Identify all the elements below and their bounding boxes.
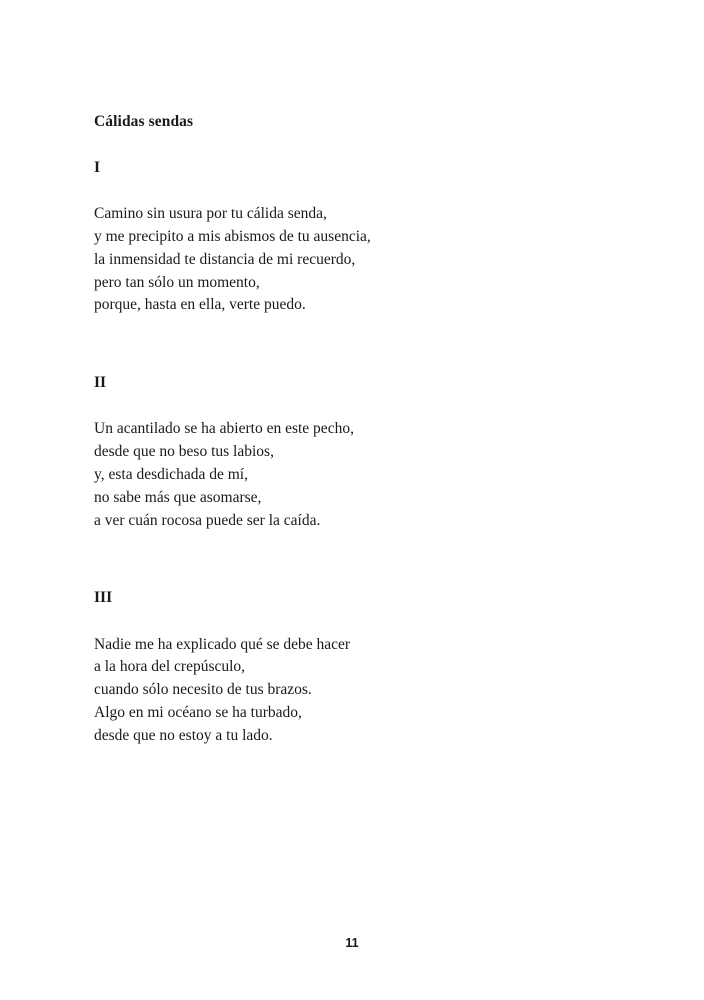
spacer [94,132,614,158]
poem-body [94,112,614,748]
verse-line: a la hora del crepúsculo, [94,658,246,676]
verse-line: y me precipito a mis abismos de tu ausencia, [94,228,371,246]
verse-line: Camino sin usura por tu cálida senda, [94,205,327,223]
verse-line: Algo en mi océano se ha turbado, [94,703,302,721]
verse-line: porque, hasta en ella, verte puedo. [94,296,306,314]
section-numeral: II [94,374,107,392]
verse-line: cuando sólo necesito de tus brazos. [94,681,312,699]
page-title: Cálidas sendas [94,113,194,130]
poem-section-2 [94,373,614,532]
verse-line: desde que no estoy a tu lado. [94,726,273,744]
stanza [94,634,614,748]
spacer [94,532,614,588]
stanza [94,203,614,317]
section-numeral: I [94,159,101,177]
verse-line: no sabe más que asomarse, [94,488,262,506]
poem-section-1 [94,158,614,317]
verse-line: la inmensidad te distancia de mi recuerdo, [94,250,356,268]
verse-line: pero tan sólo un momento, [94,273,260,291]
verse-line: y, esta desdichada de mí, [94,466,248,483]
spacer [94,609,614,634]
page-number: 11 [345,936,359,950]
stanza [94,418,614,532]
spacer [94,317,614,373]
section-numeral: III [94,589,113,607]
verse-line: a ver cuán rocosa puede ser la caída. [94,511,321,529]
poem-section-3 [94,588,614,747]
spacer [94,178,614,203]
verse-line: Un acantilado se ha abierto en este pecho, [94,420,354,438]
verse-line: desde que no beso tus labios, [94,443,274,461]
spacer [94,393,614,418]
verse-line: Nadie me ha explicado qué se debe hacer [94,635,351,653]
